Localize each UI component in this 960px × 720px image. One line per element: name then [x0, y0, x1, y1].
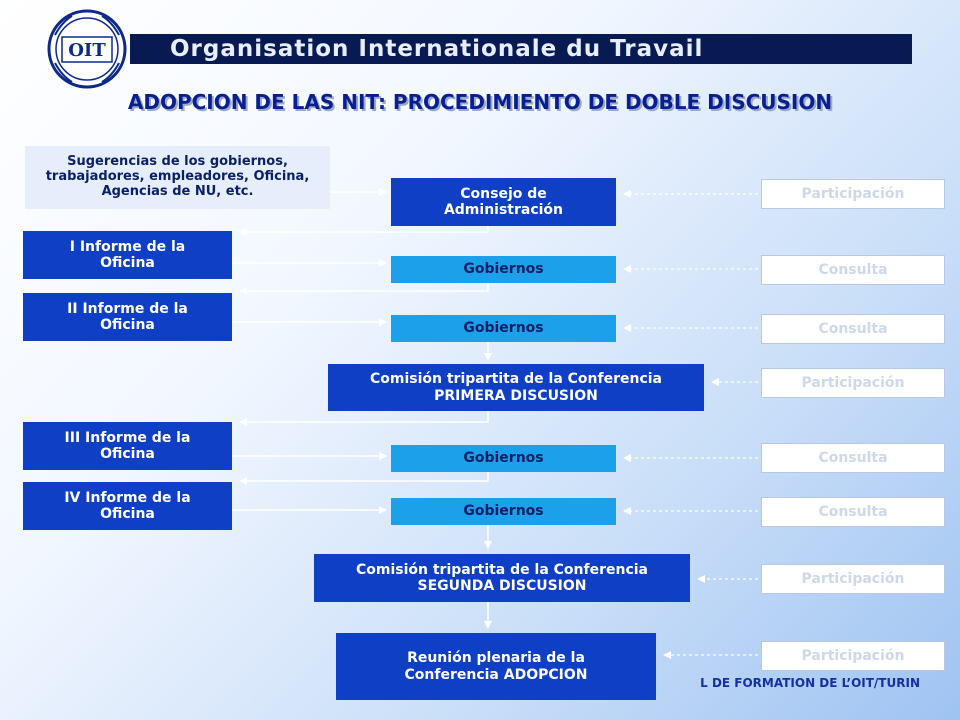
informe-4-box: IV Informe de la Oficina	[23, 482, 232, 530]
gobiernos-3-box: Gobiernos	[391, 445, 616, 472]
participacion-4-box: Participación	[761, 641, 945, 671]
reunion-plenaria-box: Reunión plenaria de la Conferencia ADOPCION	[336, 633, 656, 700]
comision-segunda-box: Comisión tripartita de la Conferencia SEGUNDA DISCUSION	[314, 554, 690, 602]
participacion-1-box: Participación	[761, 179, 945, 209]
participacion-3-box: Participación	[761, 564, 945, 594]
footer-text: L DE FORMATION DE L’OIT/TURIN	[700, 676, 920, 690]
informe-2-box: II Informe de la Oficina	[23, 293, 232, 341]
logo-text: OIT	[68, 40, 106, 61]
informe-3-box: III Informe de la Oficina	[23, 422, 232, 470]
sugerencias-box: Sugerencias de los gobiernos, trabajadores, empleadores, Oficina, Agencias de NU, etc.	[25, 146, 330, 209]
consulta-2-box: Consulta	[761, 314, 945, 344]
comision-primera-box: Comisión tripartita de la Conferencia PRIMERA DISCUSION	[328, 364, 704, 411]
participacion-2-box: Participación	[761, 368, 945, 398]
gobiernos-1-box: Gobiernos	[391, 256, 616, 283]
ilo-logo	[49, 11, 125, 87]
gobiernos-4-box: Gobiernos	[391, 498, 616, 525]
consulta-3-box: Consulta	[761, 443, 945, 473]
page-title: ADOPCION DE LAS NIT: PROCEDIMIENTO DE DOBLE DISCUSION	[127, 90, 833, 114]
consulta-4-box: Consulta	[761, 497, 945, 527]
informe-1-box: I Informe de la Oficina	[23, 231, 232, 279]
consejo-box: Consejo de Administración	[391, 178, 616, 226]
gobiernos-2-box: Gobiernos	[391, 315, 616, 342]
organization-banner: Organisation Internationale du Travail	[130, 34, 912, 64]
consulta-1-box: Consulta	[761, 255, 945, 285]
